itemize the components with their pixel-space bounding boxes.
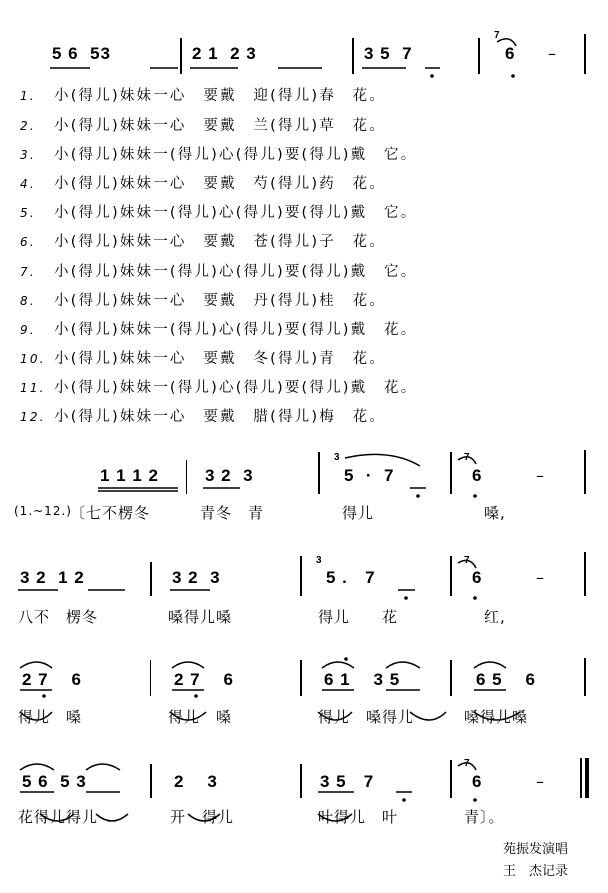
measure-2-notes: 2 1 2 3 xyxy=(192,44,257,63)
lyric: 红, xyxy=(484,608,506,626)
verse-line: 3. 小(得儿)妹妹一(得儿)心(得儿)要(得儿)戴 它。 xyxy=(20,147,418,163)
lyric: 得儿 xyxy=(342,504,375,522)
measure-3-notes: 5 . 7 xyxy=(326,568,376,587)
measure-2-notes: 2 7 6 xyxy=(174,670,234,689)
verse-line: 10. 小(得儿)妹妹一心 要戴 冬(得儿)青 花。 xyxy=(20,351,387,367)
lyric: 得儿 花 xyxy=(318,608,399,626)
barline-end xyxy=(584,658,586,696)
grace-note: 7 xyxy=(494,30,501,41)
lyric: 嗓得儿嗓 xyxy=(168,608,233,626)
recorder-credit: 王 杰记录 xyxy=(502,864,568,879)
barline xyxy=(450,556,452,596)
barline xyxy=(150,660,151,696)
verse-range: (1.~12.) xyxy=(14,504,72,518)
measure-2-notes: 2 3 xyxy=(174,772,218,791)
measure-3-notes: 3 5 7 xyxy=(364,44,413,63)
lyric: 〔七不楞冬 xyxy=(70,504,151,522)
barline xyxy=(150,764,152,798)
measure-4-notes: 6 5 6 xyxy=(476,670,536,689)
verse-line: 6. 小(得儿)妹妹一心 要戴 苍(得儿)子 花。 xyxy=(20,234,387,250)
grace-note: 7 xyxy=(464,452,471,463)
verse-line: 4. 小(得儿)妹妹一心 要戴 芍(得儿)药 花。 xyxy=(20,176,387,192)
lyric: 开 得儿 xyxy=(170,808,235,826)
sustain-dash: – xyxy=(536,772,544,791)
barline xyxy=(450,760,452,798)
lyric: 嗓得儿嗓 xyxy=(464,708,529,726)
lyric: 叶得儿 叶 xyxy=(318,808,399,826)
barline xyxy=(300,556,302,596)
measure-4-notes: 6 xyxy=(505,44,516,63)
grace-note: 3 xyxy=(316,555,323,566)
lyric: 青冬 青 xyxy=(200,504,265,522)
singer-credit: 苑振发演唱 xyxy=(502,842,568,857)
barline-end xyxy=(584,450,586,494)
verse-line: 7. 小(得儿)妹妹一(得儿)心(得儿)要(得儿)戴 它。 xyxy=(20,264,418,280)
measure-3-notes: 6 1 3 5 xyxy=(324,670,401,689)
barline xyxy=(150,562,152,596)
final-barline-thick xyxy=(585,758,589,798)
barline xyxy=(180,38,182,74)
grace-note: 7 xyxy=(464,758,471,769)
barline xyxy=(352,38,354,74)
measure-1-notes: 5 6 5 3 xyxy=(22,772,87,791)
verse-line: 2. 小(得儿)妹妹一心 要戴 兰(得儿)草 花。 xyxy=(20,118,387,134)
barline-end xyxy=(584,34,586,74)
grace-note: 3 xyxy=(334,452,341,463)
final-barline-thin xyxy=(580,758,582,798)
verse-line: 12. 小(得儿)妹妹一心 要戴 腊(得儿)梅 花。 xyxy=(20,409,387,425)
barline xyxy=(450,452,452,494)
lyric: 青〕。 xyxy=(464,808,505,826)
measure-3-notes: 5 · 7 xyxy=(344,466,395,485)
sustain-dash: – xyxy=(548,44,556,63)
barline xyxy=(318,452,320,494)
measure-2-notes: 3 2 3 xyxy=(205,466,254,485)
grace-note: 7 xyxy=(464,555,471,566)
measure-3-notes: 3 5 7 xyxy=(320,772,375,791)
measure-4-notes: 6 xyxy=(472,568,483,587)
verse-line: 5. 小(得儿)妹妹一(得儿)心(得儿)要(得儿)戴 它。 xyxy=(20,205,418,221)
sustain-dash: – xyxy=(536,466,544,485)
measure-4-notes: 6 xyxy=(472,466,483,485)
sustain-dash: – xyxy=(536,568,544,587)
lyric: 八不 楞冬 xyxy=(18,608,99,626)
measure-2-notes: 3 2 3 xyxy=(172,568,221,587)
barline xyxy=(478,38,480,74)
verse-line: 1. 小(得儿)妹妹一心 要戴 迎(得儿)春 花。 xyxy=(20,88,387,104)
lyric: 花得儿得儿 xyxy=(18,808,99,826)
barline xyxy=(186,460,187,494)
barline xyxy=(300,660,302,696)
verse-line: 9. 小(得儿)妹妹一(得儿)心(得儿)要(得儿)戴 花。 xyxy=(20,322,418,338)
measure-4-notes: 6 xyxy=(472,772,483,791)
verse-line: 8. 小(得儿)妹妹一心 要戴 丹(得儿)桂 花。 xyxy=(20,293,387,309)
barline xyxy=(450,660,452,696)
lyric: 得儿 嗓 xyxy=(18,708,83,726)
barline xyxy=(300,764,302,798)
measure-1-notes: 3 2 1 2 xyxy=(20,568,85,587)
lyric: 得儿 嗓得儿 xyxy=(318,708,415,726)
measure-1-notes: 5 6 53 xyxy=(52,44,111,63)
measure-1-notes: 2 7 6 xyxy=(22,670,82,689)
barline-end xyxy=(584,552,586,596)
verse-line: 11. 小(得儿)妹妹一(得儿)心(得儿)要(得儿)戴 花。 xyxy=(20,380,418,396)
lyric: 嗓, xyxy=(484,504,506,522)
measure-1-notes: 1 1 1 2 xyxy=(100,466,159,485)
lyric: 得儿 嗓 xyxy=(168,708,233,726)
